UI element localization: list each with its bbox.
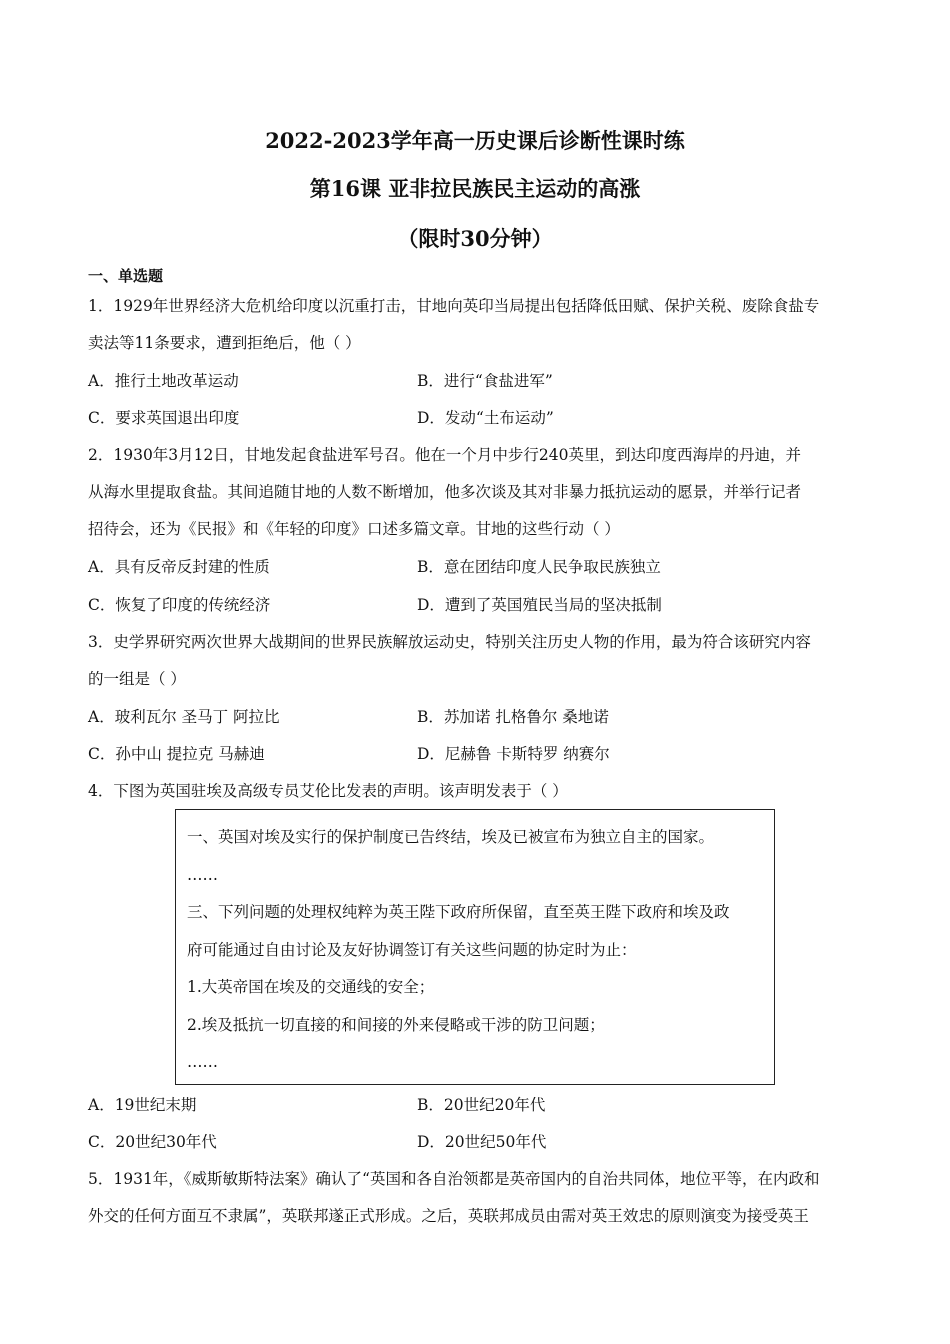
question-1-option-b[interactable]: B．进行“食盐进军”: [417, 372, 553, 390]
question-4-option-d[interactable]: D．20世纪50年代: [417, 1133, 547, 1151]
quote-line-3: 三、下列问题的处理权纯粹为英王陛下政府所保留，直至英王陛下政府和埃及政: [187, 903, 730, 921]
question-5-stem: [88, 1161, 868, 1235]
question-2-stem: [88, 437, 868, 548]
question-3-stem-line-2: 的一组是（ ）: [88, 670, 186, 688]
question-1-option-c[interactable]: C．要求英国退出印度: [88, 409, 240, 427]
document-title: 2022-2023学年高一历史课后诊断性课时练: [265, 128, 685, 153]
question-4-stem-line-1: 4．下图为英国驻埃及高级专员艾伦比发表的声明。该声明发表于（ ）: [88, 782, 568, 800]
quote-line-5: 1.大英帝国在埃及的交通线的安全；: [187, 978, 435, 996]
question-2-option-b[interactable]: B．意在团结印度人民争取民族独立: [417, 558, 661, 576]
question-4-option-c[interactable]: C．20世纪30年代: [88, 1133, 217, 1151]
quote-line-6: 2.埃及抵抗一切直接的和间接的外来侵略或干涉的防卫问题；: [187, 1016, 605, 1034]
question-4-option-a[interactable]: A．19世纪末期: [88, 1096, 197, 1114]
question-5-stem-line-1: 5．1931年，《威斯敏斯特法案》确认了“英国和各自治领都是英帝国内的自治共同体，地位平等，在内政和: [88, 1170, 820, 1188]
question-2-stem-line-3: 招待会，还为《民报》和《年轻的印度》口述多篇文章。甘地的这些行动（ ）: [88, 520, 620, 538]
question-2-option-d[interactable]: D．遭到了英国殖民当局的坚决抵制: [417, 596, 662, 614]
question-3-option-a[interactable]: A．玻利瓦尔 圣马丁 阿拉比: [88, 708, 280, 726]
time-limit-title: （限时30分钟）: [397, 226, 553, 251]
question-2-option-a[interactable]: A．具有反帝反封建的性质: [88, 558, 270, 576]
question-3-stem: [88, 624, 868, 698]
question-3-option-c[interactable]: C．孙中山 提拉克 马赫迪: [88, 745, 265, 763]
question-1-option-a[interactable]: A．推行土地改革运动: [88, 372, 239, 390]
question-5-stem-line-2: 外交的任何方面互不隶属”，英联邦遂正式形成。之后，英联邦成员由需对英王效忠的原则演变为接受英王: [88, 1207, 809, 1225]
question-1-stem-line-1: 1．1929年世界经济大危机给印度以沉重打击，甘地向英印当局提出包括降低田赋、保护关税、废除食盐专: [88, 297, 820, 315]
question-2-stem-line-2: 从海水里提取食盐。其间追随甘地的人数不断增加，他多次谈及其对非暴力抵抗运动的愿景，并举行记者: [88, 483, 802, 501]
quote-line-1: 一、英国对埃及实行的保护制度已告终结，埃及已被宣布为独立自主的国家。: [187, 828, 715, 846]
section-heading: 一、单选题: [88, 267, 164, 285]
question-2-option-c[interactable]: C．恢复了印度的传统经济: [88, 596, 271, 614]
statement-quote-box: [175, 809, 775, 1085]
quote-line-4: 府可能通过自由讨论及友好协调签订有关这些问题的协定时为止：: [187, 941, 637, 959]
quote-line-2: ……: [187, 866, 218, 884]
question-3-stem-line-1: 3．史学界研究两次世界大战期间的世界民族解放运动史，特别关注历史人物的作用，最为符合该研究内容: [88, 633, 811, 651]
question-1-stem-line-2: 卖法等11条要求，遭到拒绝后，他（ ）: [88, 334, 361, 352]
question-3-option-d[interactable]: D．尼赫鲁 卡斯特罗 纳赛尔: [417, 745, 610, 763]
question-3-option-b[interactable]: B．苏加诺 扎格鲁尔 桑地诺: [417, 708, 609, 726]
question-4-option-b[interactable]: B．20世纪20年代: [417, 1096, 546, 1114]
lesson-title: 第16课 亚非拉民族民主运动的高涨: [309, 176, 641, 201]
question-4-stem: [88, 773, 868, 810]
question-1-option-d[interactable]: D．发动“土布运动”: [417, 409, 554, 427]
quote-line-7: ……: [187, 1053, 218, 1071]
question-2-stem-line-1: 2．1930年3月12日，甘地发起食盐进军号召。他在一个月中步行240英里，到达印度西海岸的丹迪，并: [88, 446, 801, 464]
question-1-stem: [88, 288, 868, 362]
